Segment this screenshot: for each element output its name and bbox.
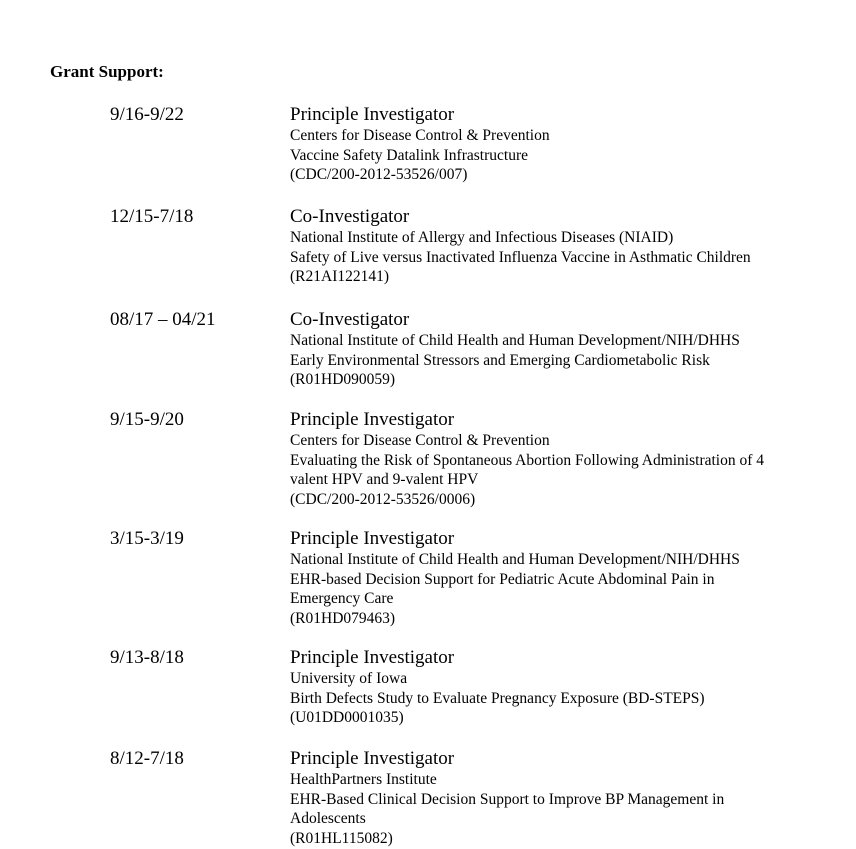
grant-details [290, 528, 830, 628]
grant-title: Safety of Live versus Inactivated Influenza Vaccine in Asthmatic Children [290, 248, 751, 266]
grant-details [290, 309, 830, 390]
grant-title: EHR-based Decision Support for Pediatric Acute Abdominal Pain in [290, 570, 715, 588]
grant-role: Co-Investigator [290, 206, 410, 227]
grant-date: 3/15-3/19 [110, 528, 184, 549]
grant-sponsor: Centers for Disease Control & Prevention [290, 127, 550, 144]
grant-number: (R01HD079463) [290, 609, 396, 627]
grant-sponsor: National Institute of Allergy and Infectious Diseases (NIAID) [290, 229, 674, 246]
grant-number: (CDC/200-2012-53526/007) [290, 166, 468, 184]
grant-title: Vaccine Safety Datalink Infrastructure [290, 146, 528, 164]
grant-role: Principle Investigator [290, 104, 455, 125]
grant-title: Early Environmental Stressors and Emerging Cardiometabolic Risk [290, 351, 710, 369]
grant-role: Principle Investigator [290, 647, 455, 668]
grant-date: 9/13-8/18 [110, 647, 184, 668]
grant-details [290, 647, 830, 728]
grant-details [290, 206, 830, 287]
grant-role: Co-Investigator [290, 309, 410, 330]
grant-date: 9/16-9/22 [110, 104, 184, 125]
grant-number: (CDC/200-2012-53526/0006) [290, 490, 476, 508]
grant-sponsor: HealthPartners Institute [290, 771, 437, 788]
grant-title: Birth Defects Study to Evaluate Pregnancy Exposure (BD-STEPS) [290, 689, 705, 707]
grant-sponsor: National Institute of Child Health and Human Development/NIH/DHHS [290, 551, 740, 568]
grant-date: 12/15-7/18 [110, 206, 194, 227]
grant-title-continued: Emergency Care [290, 590, 394, 608]
grant-sponsor: Centers for Disease Control & Prevention [290, 432, 550, 449]
grant-details [290, 409, 830, 509]
grant-details [290, 748, 830, 848]
grant-number: (R01HL115082) [290, 829, 393, 847]
grant-number: (U01DD0001035) [290, 709, 404, 727]
grant-number: (R01HD090059) [290, 371, 396, 389]
grant-details [290, 104, 830, 185]
grant-role: Principle Investigator [290, 528, 455, 549]
grant-role: Principle Investigator [290, 409, 455, 430]
grant-role: Principle Investigator [290, 748, 455, 769]
grant-title: Evaluating the Risk of Spontaneous Abortion Following Administration of 4 [290, 451, 765, 469]
section-heading: Grant Support: [50, 62, 164, 81]
grant-number: (R21AI122141) [290, 268, 390, 286]
grant-title-continued: valent HPV and 9-valent HPV [290, 471, 479, 489]
grant-title: EHR-Based Clinical Decision Support to Improve BP Management in [290, 790, 725, 808]
grant-sponsor: National Institute of Child Health and Human Development/NIH/DHHS [290, 332, 740, 349]
grant-date: 9/15-9/20 [110, 409, 184, 430]
grant-date: 8/12-7/18 [110, 748, 184, 769]
grant-title-continued: Adolescents [290, 810, 366, 828]
grant-sponsor: University of Iowa [290, 670, 408, 687]
grant-date: 08/17 – 04/21 [110, 309, 216, 330]
